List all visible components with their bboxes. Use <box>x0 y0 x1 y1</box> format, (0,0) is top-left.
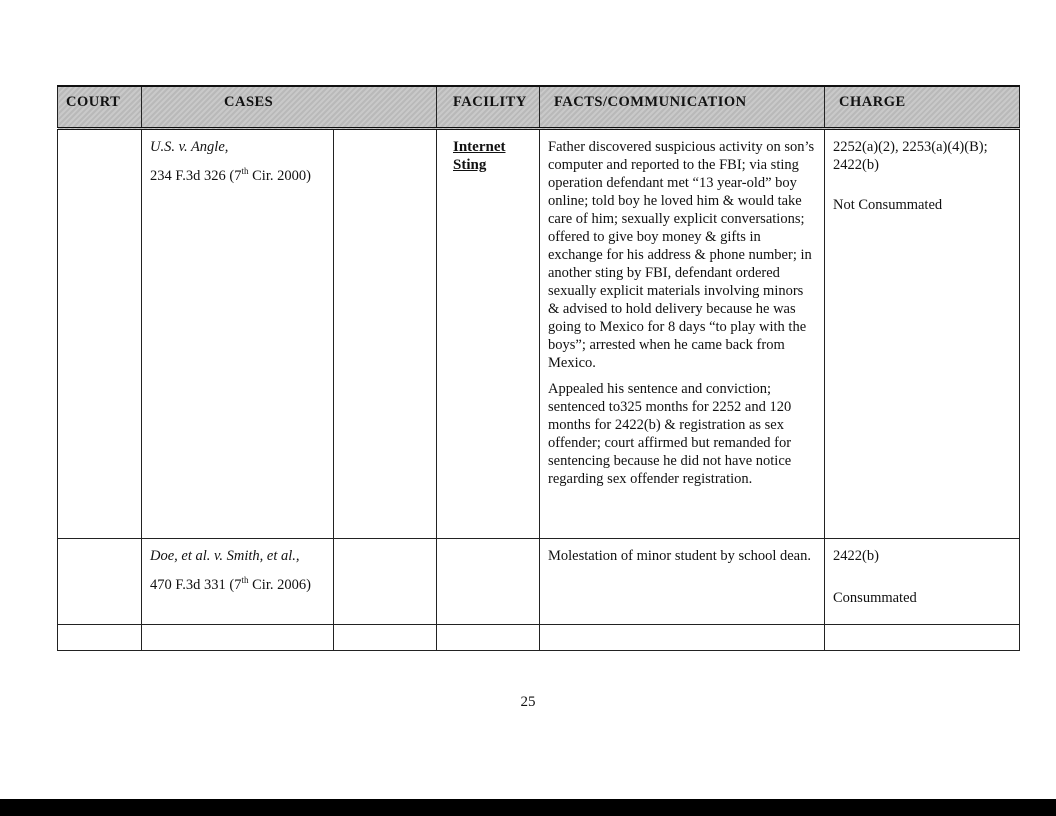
facility-value <box>437 539 539 553</box>
case-cell <box>142 129 334 539</box>
table-header-row <box>58 86 1020 129</box>
facts-cell <box>540 129 825 539</box>
table-row-empty <box>58 625 1020 651</box>
table-row <box>58 129 1020 539</box>
case-name: Doe, et al. v. Smith, et al., <box>150 548 300 564</box>
header-charge: CHARGE <box>825 86 1020 129</box>
court-value <box>58 130 141 144</box>
facility-link[interactable]: Internet Sting <box>453 139 506 173</box>
charge-cell <box>825 539 1020 625</box>
charge-status: Not Consummated <box>833 197 943 213</box>
charge-cell <box>825 129 1020 539</box>
table-row <box>58 539 1020 625</box>
court-cell <box>58 129 142 539</box>
case-citation: 234 F.3d 326 (7th Cir. 2000) <box>150 166 311 184</box>
charge-codes: 2252(a)(2), 2253(a)(4)(B); 2422(b) <box>833 139 988 173</box>
header-cases: CASES <box>142 86 437 129</box>
case-table <box>57 85 1020 651</box>
spacer-cell <box>334 129 437 539</box>
case-citation: 470 F.3d 331 (7th Cir. 2006) <box>150 575 311 593</box>
case-name: U.S. v. Angle, <box>150 139 229 155</box>
page-number: 25 <box>520 694 536 710</box>
header-facts: FACTS/COMMUNICATION <box>540 86 825 129</box>
case-cell <box>142 539 334 625</box>
charge-status: Consummated <box>833 590 917 606</box>
header-facility: FACILITY <box>437 86 540 129</box>
spacer-cell <box>334 539 437 625</box>
facts-paragraph: Father discovered suspicious activity on son’s computer and reported to the FBI; via sting operation defendant met “13 year-old” boy online; told boy he loved him & would take care of him; sexually explicit conversations; offered to give boy money & gifts in exchange for his address & phone number; in another sting by FBI, defendant ordered sexually explicit materials involving minors & advised to hold delivery because he was going to Mexico for 8 days “to play with the boys”; arrested when he came back from Mexico. <box>548 139 815 371</box>
facts-cell <box>540 539 825 625</box>
facility-cell <box>437 129 540 539</box>
court-value <box>58 539 141 553</box>
facts-paragraph: Molestation of minor student by school dean. <box>548 548 811 564</box>
facility-cell <box>437 539 540 625</box>
court-cell <box>58 539 142 625</box>
scan-border <box>0 799 1056 816</box>
facts-paragraph: Appealed his sentence and conviction; sentenced to325 months for 2252 and 120 months for 2422(b) & registration as sex offender; court affirmed but remanded for sentencing because he did not have notice regarding sex offender registration. <box>548 381 792 487</box>
charge-codes: 2422(b) <box>833 548 879 564</box>
header-court: COURT <box>58 86 142 129</box>
